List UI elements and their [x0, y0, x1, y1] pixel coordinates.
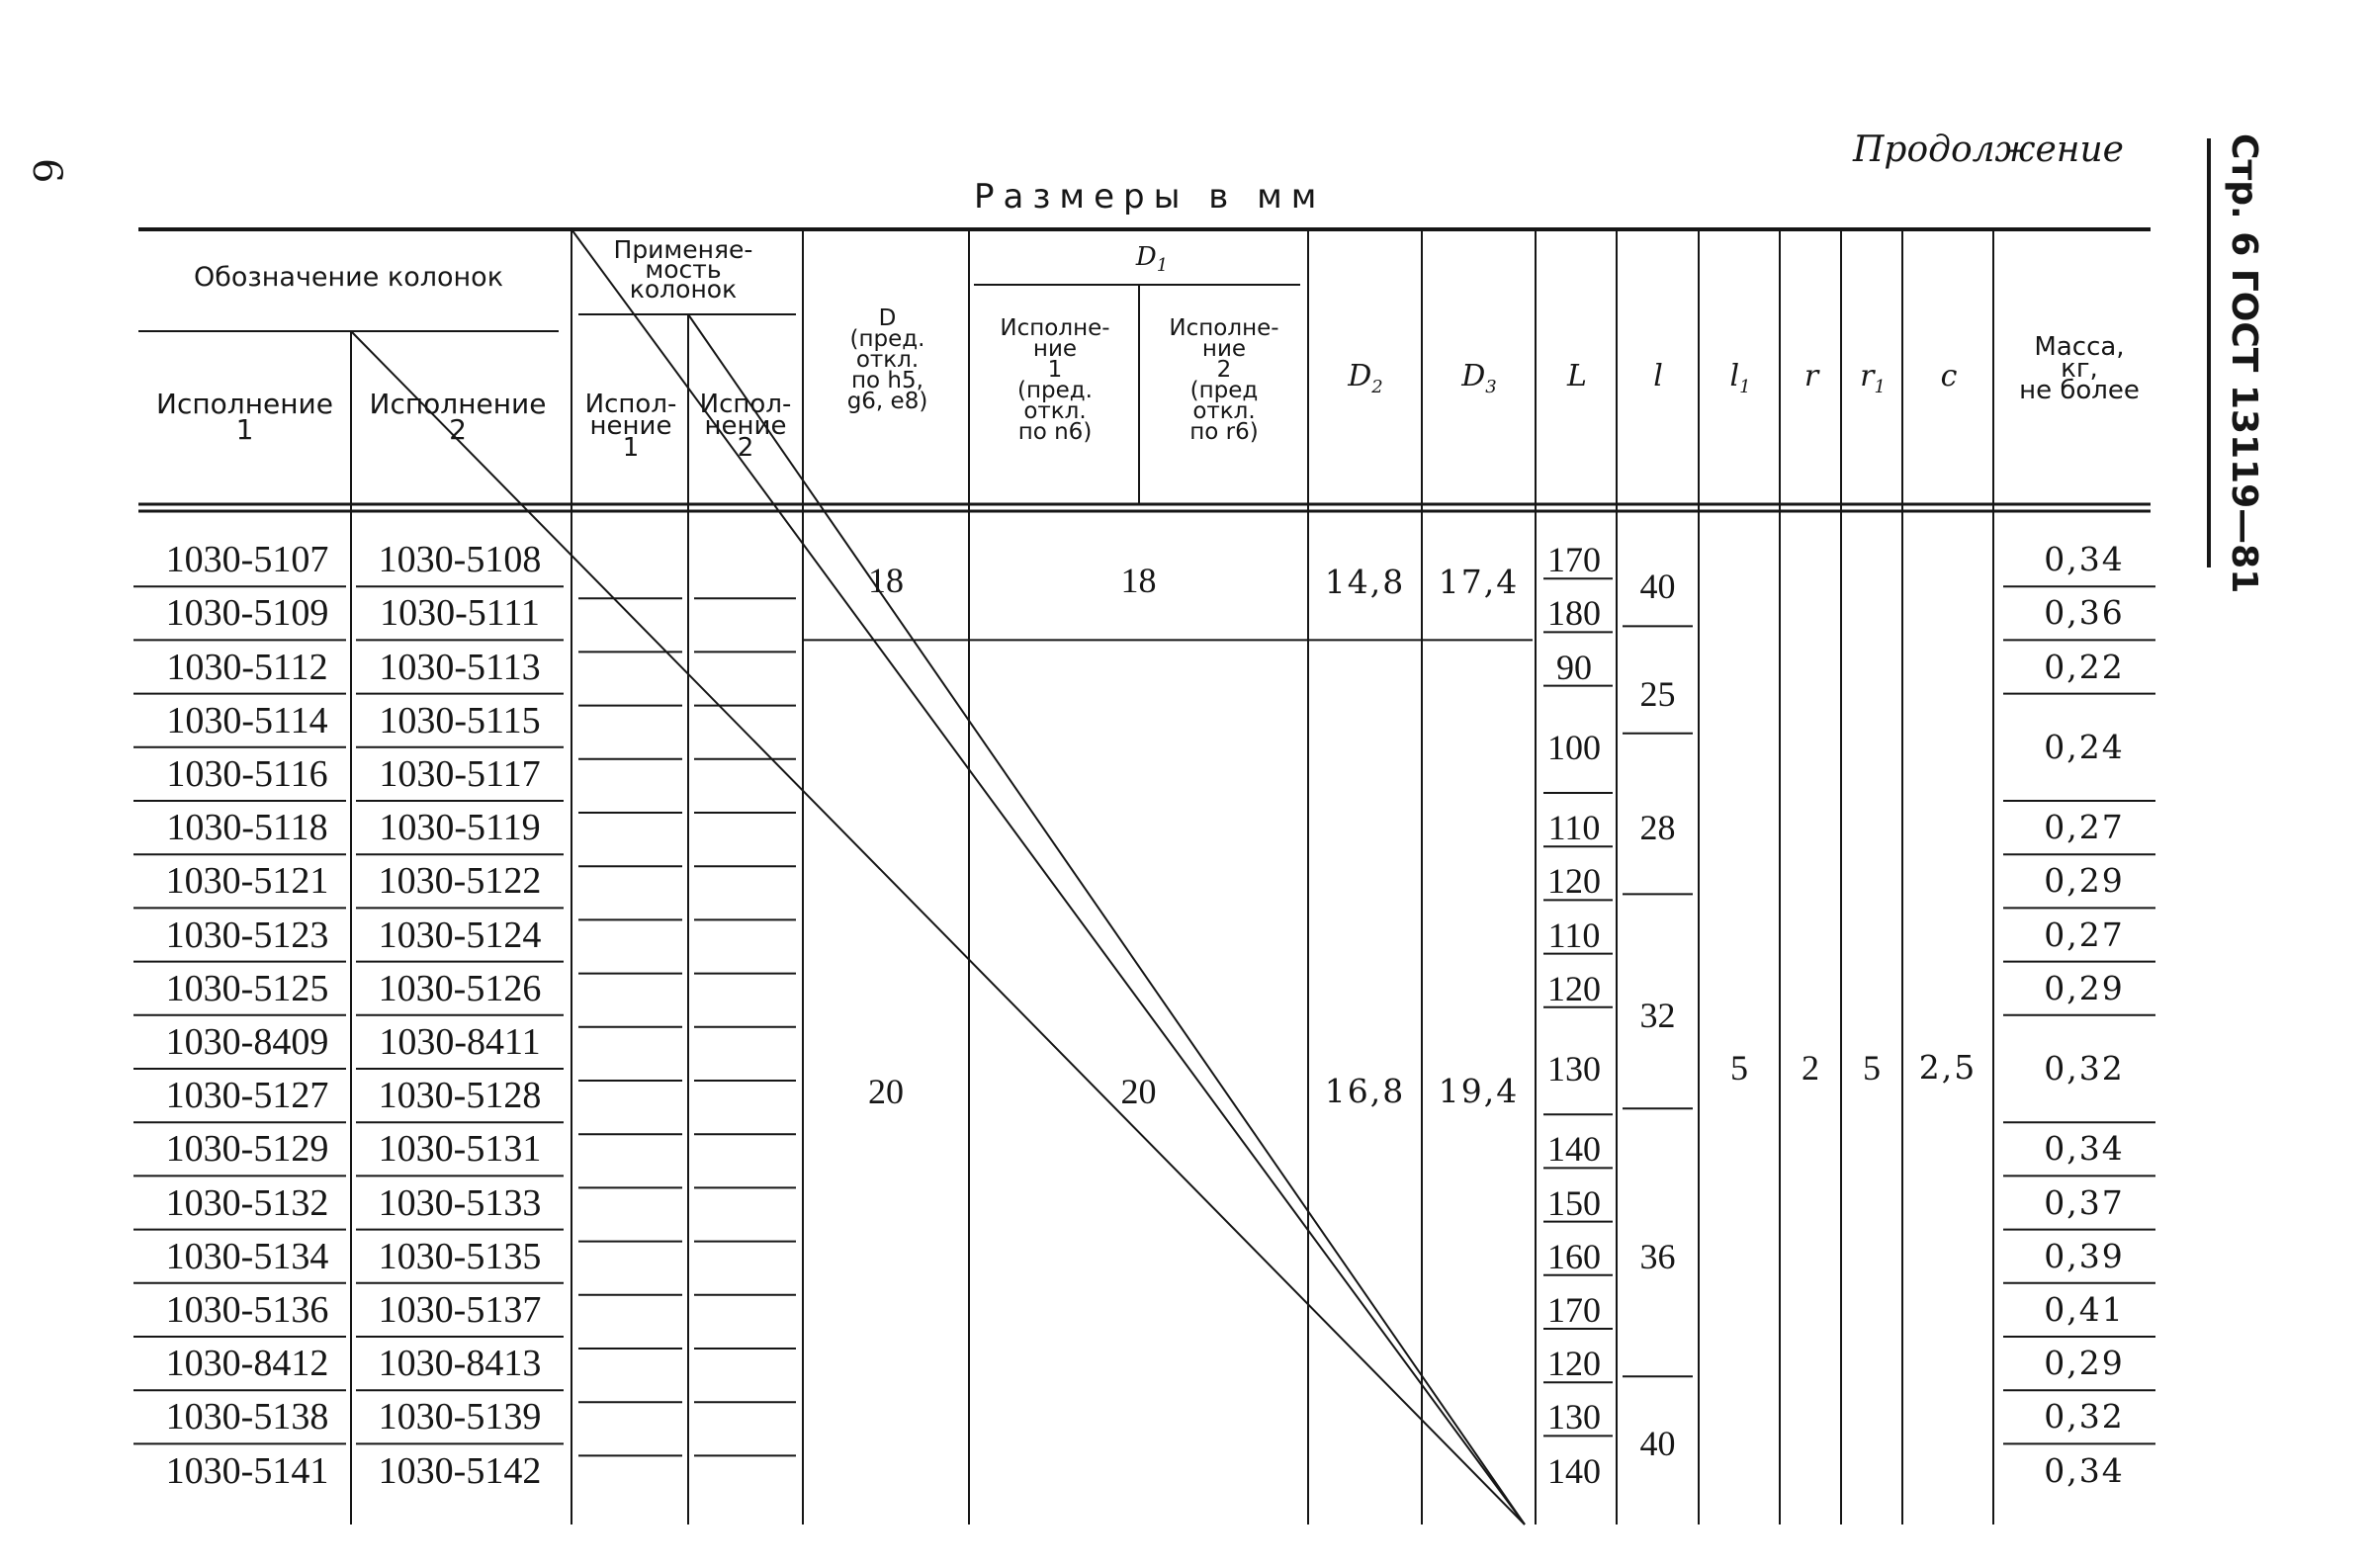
value-mass: 0,22: [2044, 647, 2125, 686]
value-mass: 0,27: [2044, 915, 2125, 954]
code-variant2: 1030-5108: [378, 539, 542, 581]
code-variant1: 1030-5127: [165, 1075, 329, 1117]
value-mass: 0,24: [2044, 727, 2125, 766]
value-mass: 0,39: [2044, 1236, 2125, 1275]
value-D3: 19,4: [1438, 1072, 1520, 1111]
code-variant1: 1030-5114: [166, 699, 328, 741]
code-variant1: 1030-5121: [165, 860, 329, 903]
value-D: 18: [868, 561, 904, 601]
value-mass: 0,41: [2044, 1289, 2125, 1329]
code-variant2: 1030-5111: [380, 592, 540, 635]
header-c: c: [1940, 359, 1958, 393]
value-L: 90: [1556, 647, 1592, 687]
grid-line: [688, 314, 1525, 1524]
value-L: 110: [1547, 808, 1601, 848]
code-variant1: 1030-5125: [165, 967, 329, 1009]
side-rule: [2207, 138, 2211, 567]
value-D1: 18: [1120, 561, 1157, 601]
value-L: 120: [1547, 968, 1601, 1008]
value-L: 170: [1547, 1289, 1601, 1330]
header-designation: Обозначение колонок: [193, 262, 504, 293]
value-l1: 5: [1730, 1047, 1748, 1088]
code-variant1: 1030-8412: [165, 1343, 329, 1385]
value-D: 20: [868, 1072, 904, 1112]
value-mass: 0,32: [2044, 1049, 2125, 1088]
value-L: 170: [1547, 540, 1601, 580]
code-variant2: 1030-5124: [378, 914, 542, 956]
value-D3: 17,4: [1438, 563, 1520, 602]
code-variant2: 1030-5128: [378, 1075, 542, 1117]
code-variant1: 1030-5134: [165, 1235, 329, 1277]
code-variant1: 1030-5109: [165, 592, 329, 635]
code-variant1: 1030-5129: [165, 1128, 329, 1171]
value-mass: 0,27: [2044, 808, 2125, 847]
code-variant1: 1030-5123: [165, 914, 329, 956]
header-L: L: [1567, 359, 1587, 393]
code-variant2: 1030-5122: [378, 860, 542, 903]
value-r: 2: [1802, 1047, 1819, 1088]
units-caption: Размеры в мм: [974, 177, 1326, 217]
header-D1-variant2: Исполне- ние 2 (пред откл. по r6): [1169, 315, 1279, 445]
header-l: l: [1653, 359, 1663, 393]
code-variant2: 1030-5131: [378, 1128, 542, 1171]
value-mass: 0,29: [2044, 968, 2125, 1007]
code-variant2: 1030-8411: [379, 1020, 541, 1063]
value-D2: 14,8: [1324, 563, 1406, 602]
header-D: D (пред. откл. по h5, g6, e8): [846, 305, 928, 414]
side-label: Стр. 6 ГОСТ 13119—81: [2224, 133, 2264, 594]
value-r1: 5: [1863, 1047, 1881, 1088]
header-variant1: Исполнение 1: [156, 388, 333, 446]
value-L: 130: [1547, 1049, 1601, 1089]
header-app-variant2: Испол- нение 2: [699, 390, 792, 463]
code-variant1: 1030-5141: [165, 1449, 329, 1492]
code-variant2: 1030-5115: [379, 699, 541, 741]
code-variant2: 1030-5117: [379, 752, 541, 795]
value-L: 120: [1547, 861, 1601, 902]
value-L: 150: [1547, 1182, 1601, 1223]
value-L: 180: [1547, 593, 1601, 634]
value-mass: 0,32: [2044, 1397, 2125, 1437]
value-L: 130: [1547, 1397, 1601, 1437]
header-app-variant1: Испол- нение 1: [584, 390, 677, 463]
code-variant2: 1030-5135: [378, 1235, 542, 1277]
header-D1: $D_1$: [1135, 242, 1169, 277]
value-mass: 0,34: [2044, 1129, 2125, 1169]
code-variant2: 1030-8413: [378, 1343, 542, 1385]
value-mass: 0,34: [2044, 1450, 2125, 1490]
value-l: 32: [1639, 995, 1676, 1035]
value-mass: 0,36: [2044, 593, 2125, 633]
code-variant1: 1030-5112: [166, 646, 328, 688]
header-D3: $D_3$: [1461, 359, 1497, 397]
code-variant1: 1030-5116: [166, 752, 328, 795]
value-L: 160: [1547, 1236, 1601, 1276]
value-l: 40: [1639, 566, 1676, 607]
value-c: 2,5: [1918, 1047, 1978, 1087]
value-L: 120: [1547, 1344, 1601, 1384]
value-mass: 0,34: [2044, 540, 2125, 579]
code-variant2: 1030-5142: [378, 1449, 542, 1492]
code-variant2: 1030-5113: [379, 646, 541, 688]
value-l: 28: [1639, 808, 1676, 848]
code-variant2: 1030-5139: [378, 1396, 542, 1438]
header-r1: $r_1$: [1860, 359, 1886, 397]
value-mass: 0,29: [2044, 861, 2125, 901]
value-l: 36: [1639, 1236, 1676, 1276]
code-variant1: 1030-5107: [165, 539, 329, 581]
value-L: 100: [1547, 727, 1601, 767]
header-D1-variant1: Исполне- ние 1 (пред. откл. по n6): [1000, 315, 1110, 445]
code-variant2: 1030-5133: [378, 1181, 542, 1224]
header-r: r: [1803, 359, 1819, 393]
header-variant2: Исполнение 2: [369, 388, 547, 446]
value-mass: 0,29: [2044, 1344, 2125, 1383]
header-applicability: Применяе- мость колонок: [613, 235, 753, 304]
code-variant1: 1030-5118: [166, 807, 328, 849]
value-mass: 0,37: [2044, 1182, 2125, 1222]
value-L: 110: [1547, 915, 1601, 955]
code-variant1: 1030-5132: [165, 1181, 329, 1224]
header-l1: $l_1$: [1729, 359, 1751, 397]
code-variant2: 1030-5137: [378, 1288, 542, 1331]
continuation-label: Продолжение: [1853, 130, 2124, 170]
code-variant1: 1030-5138: [165, 1396, 329, 1438]
page-number: 6: [24, 158, 69, 184]
value-D2: 16,8: [1324, 1072, 1406, 1111]
value-L: 140: [1547, 1450, 1601, 1491]
code-variant1: 1030-8409: [165, 1020, 329, 1063]
header-mass: Масса, кг, не более: [2019, 332, 2140, 405]
header-D2: $D_2$: [1348, 359, 1383, 397]
code-variant2: 1030-5126: [378, 967, 542, 1009]
code-variant2: 1030-5119: [379, 807, 541, 849]
value-l: 40: [1639, 1424, 1676, 1464]
code-variant1: 1030-5136: [165, 1288, 329, 1331]
value-D1: 20: [1120, 1072, 1157, 1112]
value-L: 140: [1547, 1129, 1601, 1170]
value-l: 25: [1639, 673, 1676, 714]
